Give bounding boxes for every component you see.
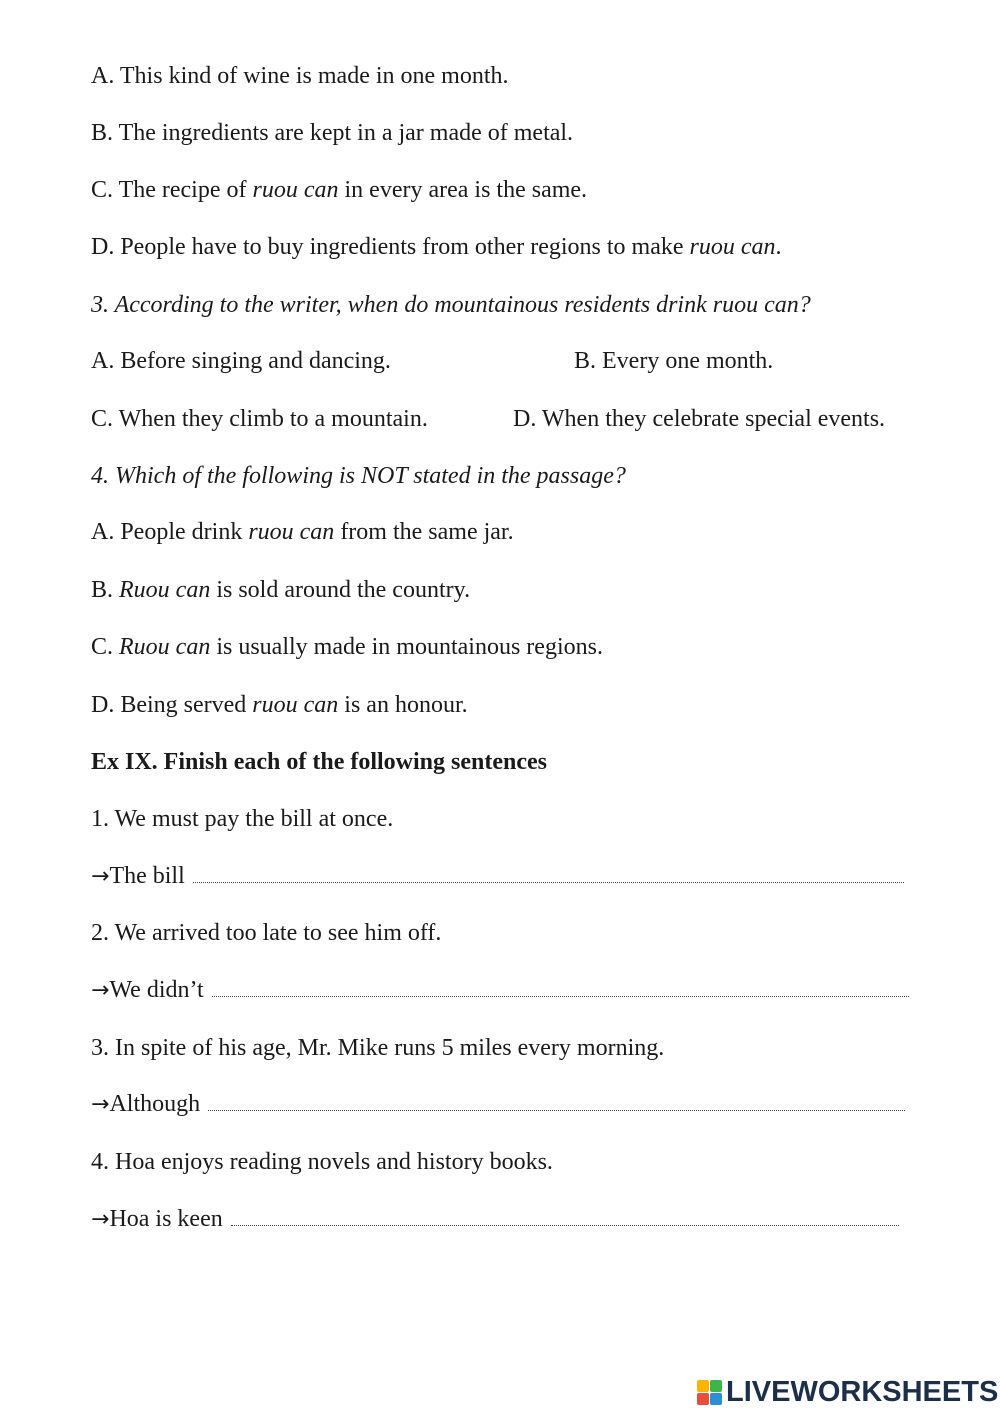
ex9-answer-blank-2[interactable]: [212, 980, 909, 997]
q4-option-d-text: D. Being served: [91, 692, 253, 718]
q4-option-a-rest: from the same jar.: [334, 519, 514, 545]
q4-option-d-italic: ruou can: [252, 692, 339, 718]
ex9-prompt-1: The bill: [109, 863, 185, 889]
ex9-prompt-3: Although: [109, 1091, 201, 1117]
q4-option-a[interactable]: [91, 517, 514, 547]
q2-option-d-text: D. People have to buy ingredients from other regions to make: [91, 234, 690, 260]
q2-option-c-text: C. The recipe of: [91, 177, 253, 203]
ex9-answer-row-1: [91, 861, 904, 892]
q2-option-a[interactable]: A. This kind of wine is made in one month.: [91, 63, 509, 89]
logo-block-2: [710, 1380, 722, 1392]
ex9-answer-row-2: [91, 975, 909, 1006]
ex9-answer-row-4: [91, 1204, 899, 1235]
q4-option-c-italic: Ruou can: [119, 634, 211, 660]
ex9-answer-row-3: [91, 1089, 905, 1120]
q4-option-b[interactable]: [91, 575, 470, 605]
q3-option-d[interactable]: D. When they celebrate special events.: [513, 406, 886, 432]
logo-block-4: [710, 1393, 722, 1405]
q4-option-d-rest: is an honour.: [338, 692, 468, 718]
q2-option-b[interactable]: B. The ingredients are kept in a jar made of metal.: [91, 120, 574, 146]
ex9-sentence-4: 4. Hoa enjoys reading novels and history books.: [91, 1149, 553, 1175]
q4-option-a-text: A. People drink: [91, 519, 249, 545]
ex9-sentence-3: 3. In spite of his age, Mr. Mike runs 5 miles every morning.: [91, 1035, 665, 1061]
q2-option-d-italic: ruou can: [689, 234, 776, 260]
q2-option-c[interactable]: [91, 175, 587, 205]
q4-option-c-text: C.: [91, 634, 120, 660]
ex9-prompt-2: We didn’t: [109, 977, 204, 1003]
q4-option-b-italic: Ruou can: [119, 577, 211, 603]
ex9-sentence-2: 2. We arrived too late to see him off.: [91, 920, 442, 946]
q4-option-c-rest: is usually made in mountainous regions.: [210, 634, 603, 660]
ex9-prompt-4: Hoa is keen: [109, 1206, 223, 1232]
q4-option-b-rest: is sold around the country.: [210, 577, 471, 603]
ex9-sentence-1: 1. We must pay the bill at once.: [91, 806, 394, 832]
q2-option-d[interactable]: [91, 232, 782, 262]
q3-option-c[interactable]: C. When they climb to a mountain.: [91, 406, 428, 432]
logo-text: LIVEWORKSHEETS: [726, 1376, 999, 1408]
q2-option-c-rest: in every area is the same.: [338, 177, 588, 203]
q3-option-b[interactable]: B. Every one month.: [574, 348, 774, 374]
q4-option-a-italic: ruou can: [248, 519, 335, 545]
logo-blocks-icon: [697, 1380, 722, 1405]
q2-option-c-italic: ruou can: [252, 177, 339, 203]
ex9-heading: Ex IX. Finish each of the following sentences: [91, 749, 547, 775]
liveworksheets-logo[interactable]: [697, 1376, 998, 1409]
arrow-right-icon: →: [91, 1207, 110, 1232]
q2-option-d-rest: .: [775, 234, 782, 260]
ex9-answer-blank-3[interactable]: [208, 1094, 905, 1111]
ex9-answer-blank-1[interactable]: [193, 866, 904, 883]
q4-question: 4. Which of the following is NOT stated in the passage?: [91, 463, 626, 489]
arrow-right-icon: →: [91, 864, 110, 889]
q3-option-a[interactable]: A. Before singing and dancing.: [91, 348, 391, 374]
q4-option-b-text: B.: [91, 577, 120, 603]
logo-block-1: [697, 1380, 709, 1392]
q4-option-c[interactable]: [91, 632, 603, 662]
q4-option-d[interactable]: [91, 690, 468, 720]
ex9-answer-blank-4[interactable]: [231, 1209, 899, 1226]
logo-block-3: [697, 1393, 709, 1405]
arrow-right-icon: →: [91, 1092, 110, 1117]
q3-question: 3. According to the writer, when do mountainous residents drink ruou can?: [91, 292, 811, 318]
arrow-right-icon: →: [91, 978, 110, 1003]
